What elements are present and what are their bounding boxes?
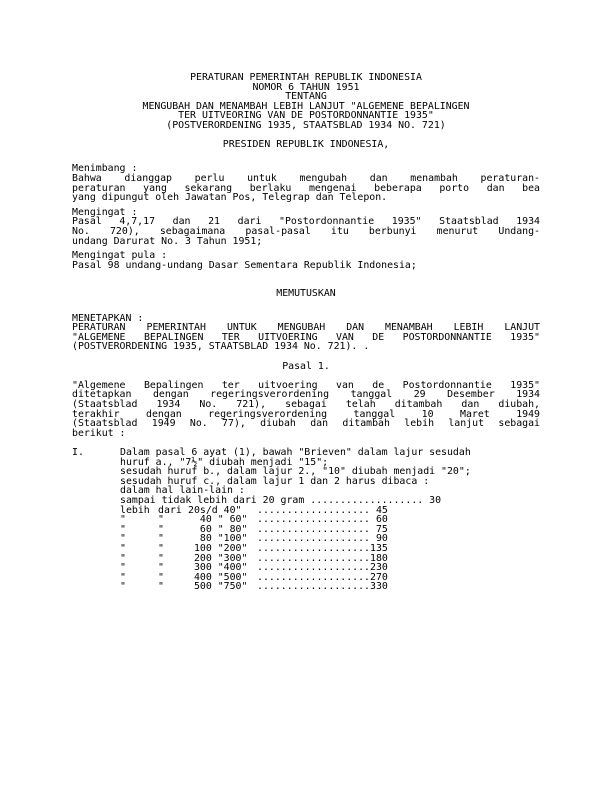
rate-value: 135 xyxy=(370,542,388,554)
rate-dots: ................... xyxy=(257,514,370,526)
document-page xyxy=(72,73,540,592)
item-line-4: sesudah huruf c., dalam lajur 1 dan 2 harus dibaca : xyxy=(120,475,430,487)
rate-range: 200 "300" xyxy=(188,552,248,564)
president-heading: PRESIDEN REPUBLIK INDONESIA, xyxy=(222,139,390,151)
pasal-1-section xyxy=(72,362,540,592)
rate-col-1: " xyxy=(120,581,126,593)
menimbang-line-1: Bahwa dianggap perlu untuk mengubah dan menambah peraturan- xyxy=(72,172,540,184)
rate-value: 230 xyxy=(370,562,388,574)
postage-rate-table xyxy=(120,496,540,592)
memutuskan-heading: MEMUTUSKAN xyxy=(276,288,336,300)
rate-label: sampai tidak lebih dari 20 gram xyxy=(120,494,305,506)
pasal-1-line-6: berikut : xyxy=(72,427,126,439)
rate-dots: ................... xyxy=(257,571,370,583)
rate-range: 500 "750" xyxy=(188,581,248,593)
mengingat-line-2: No. 720), sebagaimana pasal-pasal itu berbunyi menurut Undang- xyxy=(72,225,540,237)
item-number: I. xyxy=(72,446,84,458)
rate-range: 20s/d 40" xyxy=(188,504,242,516)
rate-value: 75 xyxy=(370,523,388,535)
mengingat-pula-label: Mengingat pula : xyxy=(72,250,168,262)
rate-col-2: " xyxy=(158,533,164,545)
rate-col-2: " xyxy=(158,571,164,583)
menetapkan-label: MENETAPKAN : xyxy=(72,312,144,324)
rate-col-2: dari xyxy=(158,504,182,516)
document-header xyxy=(72,73,540,150)
rate-dots: ................... xyxy=(257,504,370,516)
mengingat-pula-line-1: Pasal 98 undang-undang Dasar Sementara Republik Indonesia; xyxy=(72,259,417,271)
mengingat-section xyxy=(72,208,540,246)
item-line-2: huruf a., "7½" diubah menjadi "15"; xyxy=(120,456,329,468)
menetapkan-line-2: "ALGEMENE BEPALINGEN TER UITVOERING VAN DE POSTORDONNANTIE 1935" xyxy=(72,331,540,343)
rate-range: 300 "400" xyxy=(188,562,248,574)
rate-dots: ................... xyxy=(257,581,370,593)
pasal-1-heading: Pasal 1. xyxy=(282,360,330,372)
title-line-5: TER UITVEORING VAN DE POSTORDONNANTIE 1935" xyxy=(178,110,434,122)
item-line-1: Dalam pasal 6 ayat (1), bawah "Brieven" dalam lajur sesudah xyxy=(120,446,471,458)
rate-value: 180 xyxy=(370,552,388,564)
mengingat-pula-section xyxy=(72,251,540,270)
mengingat-line-3: undang Darurat No. 3 Tahun 1951; xyxy=(72,235,263,247)
rate-dots: ................... xyxy=(257,523,370,535)
rate-dots: ................... xyxy=(257,552,370,564)
pasal-1-line-2: ditetapkan dengan regeringsverordening tanggal 29 Desember 1934 xyxy=(72,389,540,401)
item-line-5: dalam hal lain-lain : xyxy=(120,485,245,497)
rate-dots: ................... xyxy=(257,562,370,574)
rate-col-1: " xyxy=(120,552,126,564)
rate-col-1: " xyxy=(120,533,126,545)
rate-range: 60 " 80" xyxy=(188,523,248,535)
menimbang-line-2: peraturan yang sekarang berlaku mengenai beberapa porto dan bea xyxy=(72,182,540,194)
menetapkan-section xyxy=(72,314,540,352)
rate-row xyxy=(120,582,540,592)
rate-value: 90 xyxy=(370,533,388,545)
rate-range: 100 "200" xyxy=(188,542,248,554)
menimbang-label: Menimbang : xyxy=(72,163,138,175)
rate-col-2: " xyxy=(158,562,164,574)
rate-range: 400 "500" xyxy=(188,571,248,583)
title-line-2: NOMOR 6 TAHUN 1951 xyxy=(252,81,360,93)
rate-range: 40 " 60" xyxy=(188,514,248,526)
mengingat-label: Mengingat : xyxy=(72,206,138,218)
title-line-1: PERATURAN PEMERINTAH REPUBLIK INDONESIA xyxy=(190,72,422,83)
pasal-1-line-4: terakhir dengan regeringsverordening tanggal 10 Maret 1949 xyxy=(72,408,540,420)
rate-col-2: " xyxy=(158,581,164,593)
title-line-6: (POSTVERORDENING 1935, STAATSBLAD 1934 NO. 721) xyxy=(166,119,446,131)
item-body xyxy=(120,448,540,592)
item-line-3: sesudah huruf b., dalam lajur 2., "10" diubah menjadi "20"; xyxy=(120,466,471,478)
rate-value: 60 xyxy=(370,514,388,526)
rate-dots: ................... xyxy=(257,542,370,554)
pasal-1-line-5: (Staatsblad 1949 No. 77), diubah dan ditambah lebih lanjut sebagai xyxy=(72,418,540,430)
rate-col-2: " xyxy=(158,542,164,554)
menimbang-line-3: yang dipungut oleh Jawatan Pos, Telegrap dan Telepon. xyxy=(72,192,388,204)
rate-range: 80 "100" xyxy=(188,533,248,545)
rate-col-2: " xyxy=(158,523,164,535)
rate-col-1: " xyxy=(120,562,126,574)
rate-dots: ................... xyxy=(304,494,424,506)
rate-col-2: " xyxy=(158,514,164,526)
pasal-1-line-1: "Algemene Bepalingen ter uitvoering van de Postordonnantie 1935" xyxy=(72,379,540,391)
rate-dots: ................... xyxy=(257,533,370,545)
menetapkan-line-1: PERATURAN PEMERINTAH UNTUK MENGUBAH DAN MENAMBAH LEBIH LANJUT xyxy=(72,322,540,334)
rate-col-1: " xyxy=(120,542,126,554)
menetapkan-line-3: (POSTVERORDENING 1935, STAATSBLAD 1934 No. 721). . xyxy=(72,341,370,353)
rate-col-1: " xyxy=(120,571,126,583)
title-line-4: MENGUBAH DAN MENAMBAH LEBIH LANJUT "ALGEMENE BEPALINGEN xyxy=(142,100,470,112)
rate-col-2: " xyxy=(158,552,164,564)
pasal-1-line-3: (Staatsblad 1934 No. 721), sebagai telah ditambah dan diubah, xyxy=(72,399,540,410)
title-line-3: TENTANG xyxy=(285,91,327,103)
rate-value: 30 xyxy=(423,494,442,506)
rate-value: 45 xyxy=(370,504,388,516)
rate-col-1: " xyxy=(120,514,126,526)
item-I xyxy=(72,448,540,592)
rate-value: 330 xyxy=(370,581,388,593)
rate-col-1: " xyxy=(120,523,126,535)
menimbang-section xyxy=(72,164,540,202)
rate-value: 270 xyxy=(370,571,388,583)
mengingat-line-1: Pasal 4,7,17 dan 21 dari "Postordonnantie 1935" Staatsblad 1934 xyxy=(72,216,540,228)
rate-col-1: lebih xyxy=(120,504,150,516)
